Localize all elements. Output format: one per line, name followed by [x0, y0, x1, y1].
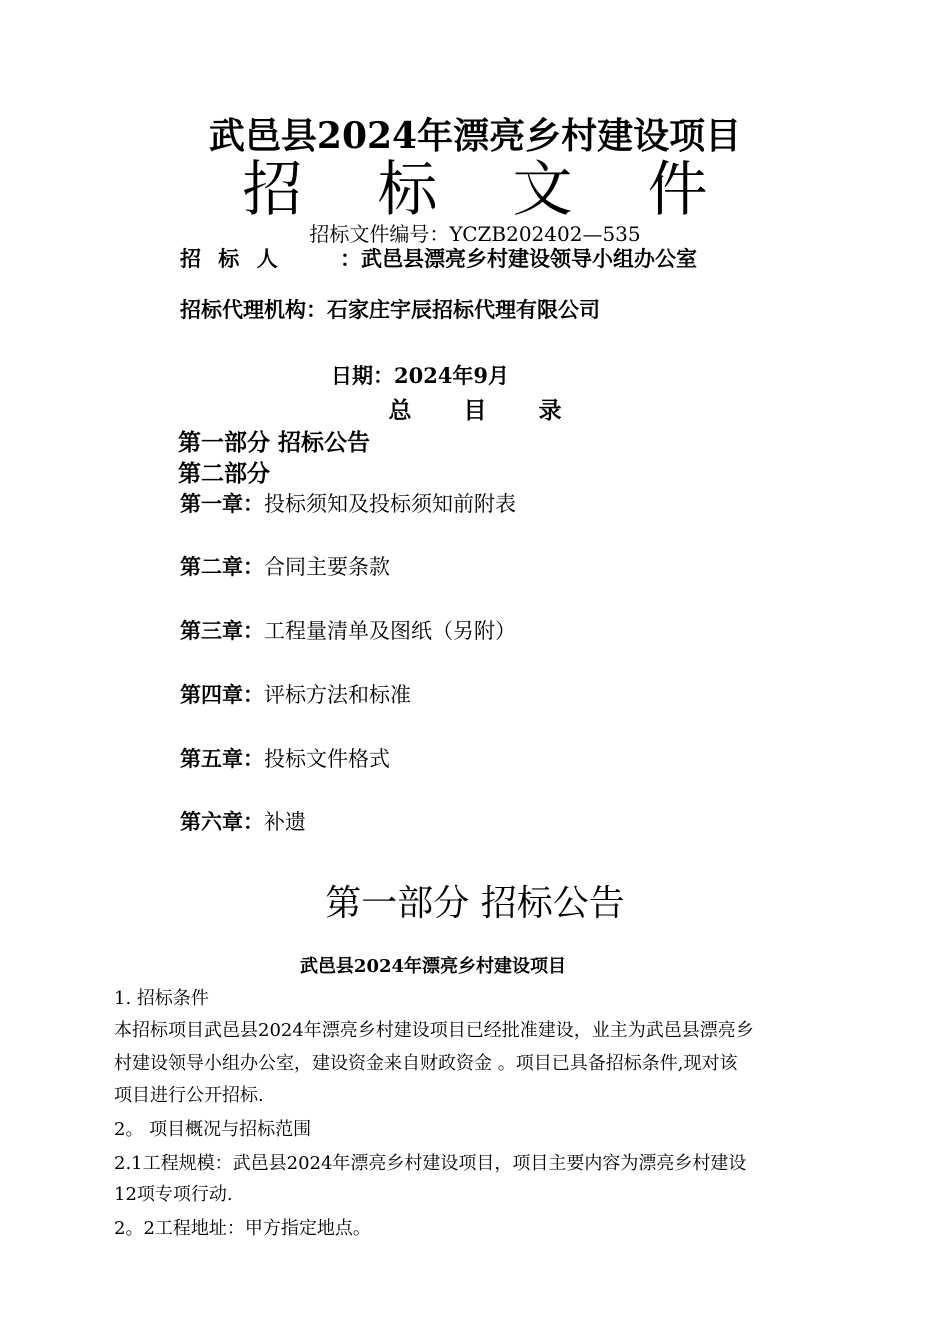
toc-chapter-5	[180, 745, 390, 773]
chapter-number: 第一章：	[180, 491, 264, 516]
chapter-title: 工程量清单及图纸（另附）	[264, 619, 516, 643]
chapter-title: 投标文件格式	[264, 747, 390, 771]
tenderer-line	[180, 245, 697, 273]
project-title: 武邑县2024年漂亮乡村建设项目	[208, 115, 742, 157]
chapter-number: 第四章：	[180, 682, 264, 707]
body-line: 2。2工程地址：甲方指定地点。	[114, 1218, 371, 1239]
chapter-number: 第六章：	[180, 809, 264, 834]
chapter-number: 第五章：	[180, 746, 264, 771]
chapter-number: 第二章：	[180, 554, 264, 579]
tenderer-label: 招 标 人	[180, 246, 283, 271]
agency-line	[180, 296, 600, 324]
body-line: 本招标项目武邑县2024年漂亮乡村建设项目已经批准建设，业主为武邑县漂亮乡	[114, 1020, 754, 1041]
body-line: 2.1工程规模：武邑县2024年漂亮乡村建设项目，项目主要内容为漂亮乡村建设	[114, 1153, 747, 1174]
document-date: 日期：2024年9月	[330, 363, 510, 388]
chapter-title: 评标方法和标准	[264, 683, 411, 707]
toc-chapter-2	[180, 553, 390, 581]
body-line: 项目进行公开招标.	[114, 1085, 264, 1106]
chapter-title: 补遗	[264, 810, 306, 834]
section-subheading: 武邑县2024年漂亮乡村建设项目	[299, 956, 567, 977]
section-heading: 第一部分 招标公告	[325, 883, 625, 924]
toc-chapter-3	[180, 617, 516, 645]
agency-value: 石家庄宇辰招标代理有限公司	[327, 297, 600, 322]
document-number: 招标文件编号：YCZB202402—535	[309, 222, 641, 246]
body-line: 2。 项目概况与招标范围	[114, 1119, 312, 1140]
agency-label: 招标代理机构：	[180, 297, 327, 322]
chapter-number: 第三章：	[180, 618, 264, 643]
body-line: 村建设领导小组办公室，建设资金来自财政资金 。项目已具备招标条件,现对该	[114, 1053, 738, 1074]
body-line: 1. 招标条件	[114, 988, 209, 1009]
toc-part-one: 第一部分 招标公告	[178, 429, 371, 456]
body-line: 12项专项行动.	[114, 1184, 233, 1205]
toc-title: 总 目 录	[388, 397, 584, 424]
toc-chapter-6	[180, 808, 306, 836]
chapter-title: 合同主要条款	[264, 555, 390, 579]
chapter-title: 投标须知及投标须知前附表	[264, 492, 516, 516]
tenderer-value: ：武邑县漂亮乡村建设领导小组办公室	[340, 246, 697, 271]
toc-chapter-4	[180, 681, 411, 709]
document-title: 招 标 文 件	[242, 155, 736, 225]
toc-part-two: 第二部分	[178, 460, 270, 487]
toc-chapter-1	[180, 490, 516, 518]
